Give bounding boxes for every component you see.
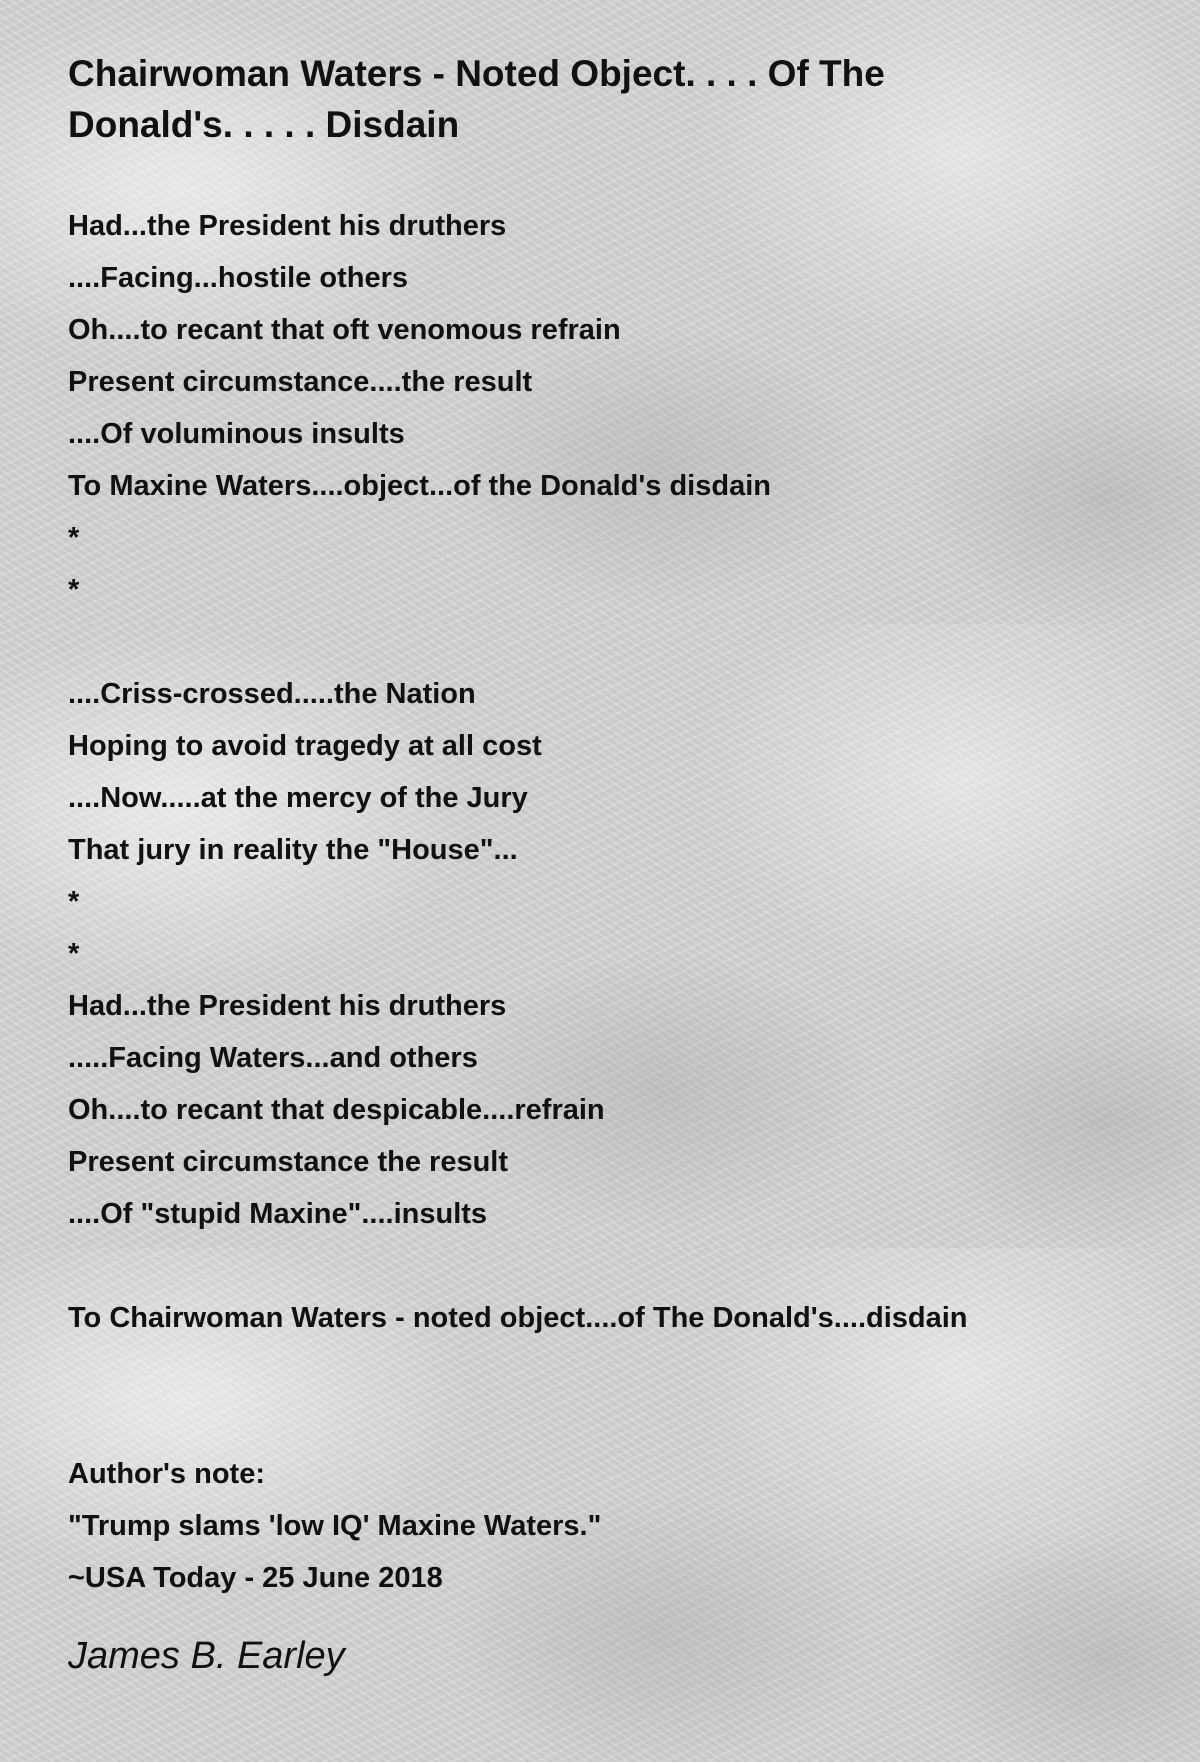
author-name: James B. Earley [68,1635,345,1677]
poem-line: To Chairwoman Waters - noted object....of The Donald's....disdain [68,1302,968,1334]
poem-line: * [68,886,80,918]
author-note-source: ~USA Today - 25 June 2018 [68,1562,443,1594]
poem-line: Oh....to recant that oft venomous refrain [68,314,621,346]
poem-line: ....Criss-crossed.....the Nation [68,678,476,710]
poem-line: * [68,574,80,606]
poem-line: ....Of "stupid Maxine"....insults [68,1198,488,1230]
poem-line: * [68,938,80,970]
poem-line: ....Of voluminous insults [68,418,405,450]
poem-content [68,48,1148,1682]
poem-line: Hoping to avoid tragedy at all cost [68,730,542,762]
poem-line: Present circumstance the result [68,1146,509,1178]
poem-line: To Maxine Waters....object...of the Donald's disdain [68,470,771,502]
stanza-1 [68,200,1148,616]
poem-line: ....Now.....at the mercy of the Jury [68,782,528,814]
poem-line: That jury in reality the "House"... [68,834,518,866]
poem-line: Oh....to recant that despicable....refrain [68,1094,605,1126]
poem-title: Chairwoman Waters - Noted Object. . . . Of The Donald's. . . . . Disdain [68,53,885,145]
poem-line: .....Facing Waters...and others [68,1042,478,1074]
author-note [68,1448,1148,1604]
poem-line: ....Facing...hostile others [68,262,408,294]
poem-line: Had...the President his druthers [68,210,507,242]
poem-line: Had...the President his druthers [68,990,507,1022]
author-note-heading: Author's note: [68,1458,265,1490]
author-note-quote: "Trump slams 'low IQ' Maxine Waters." [68,1510,602,1542]
poem-line: Present circumstance....the result [68,366,533,398]
poem-line: * [68,522,80,554]
stanza-2 [68,668,1148,1240]
stanza-3 [68,1292,1148,1344]
